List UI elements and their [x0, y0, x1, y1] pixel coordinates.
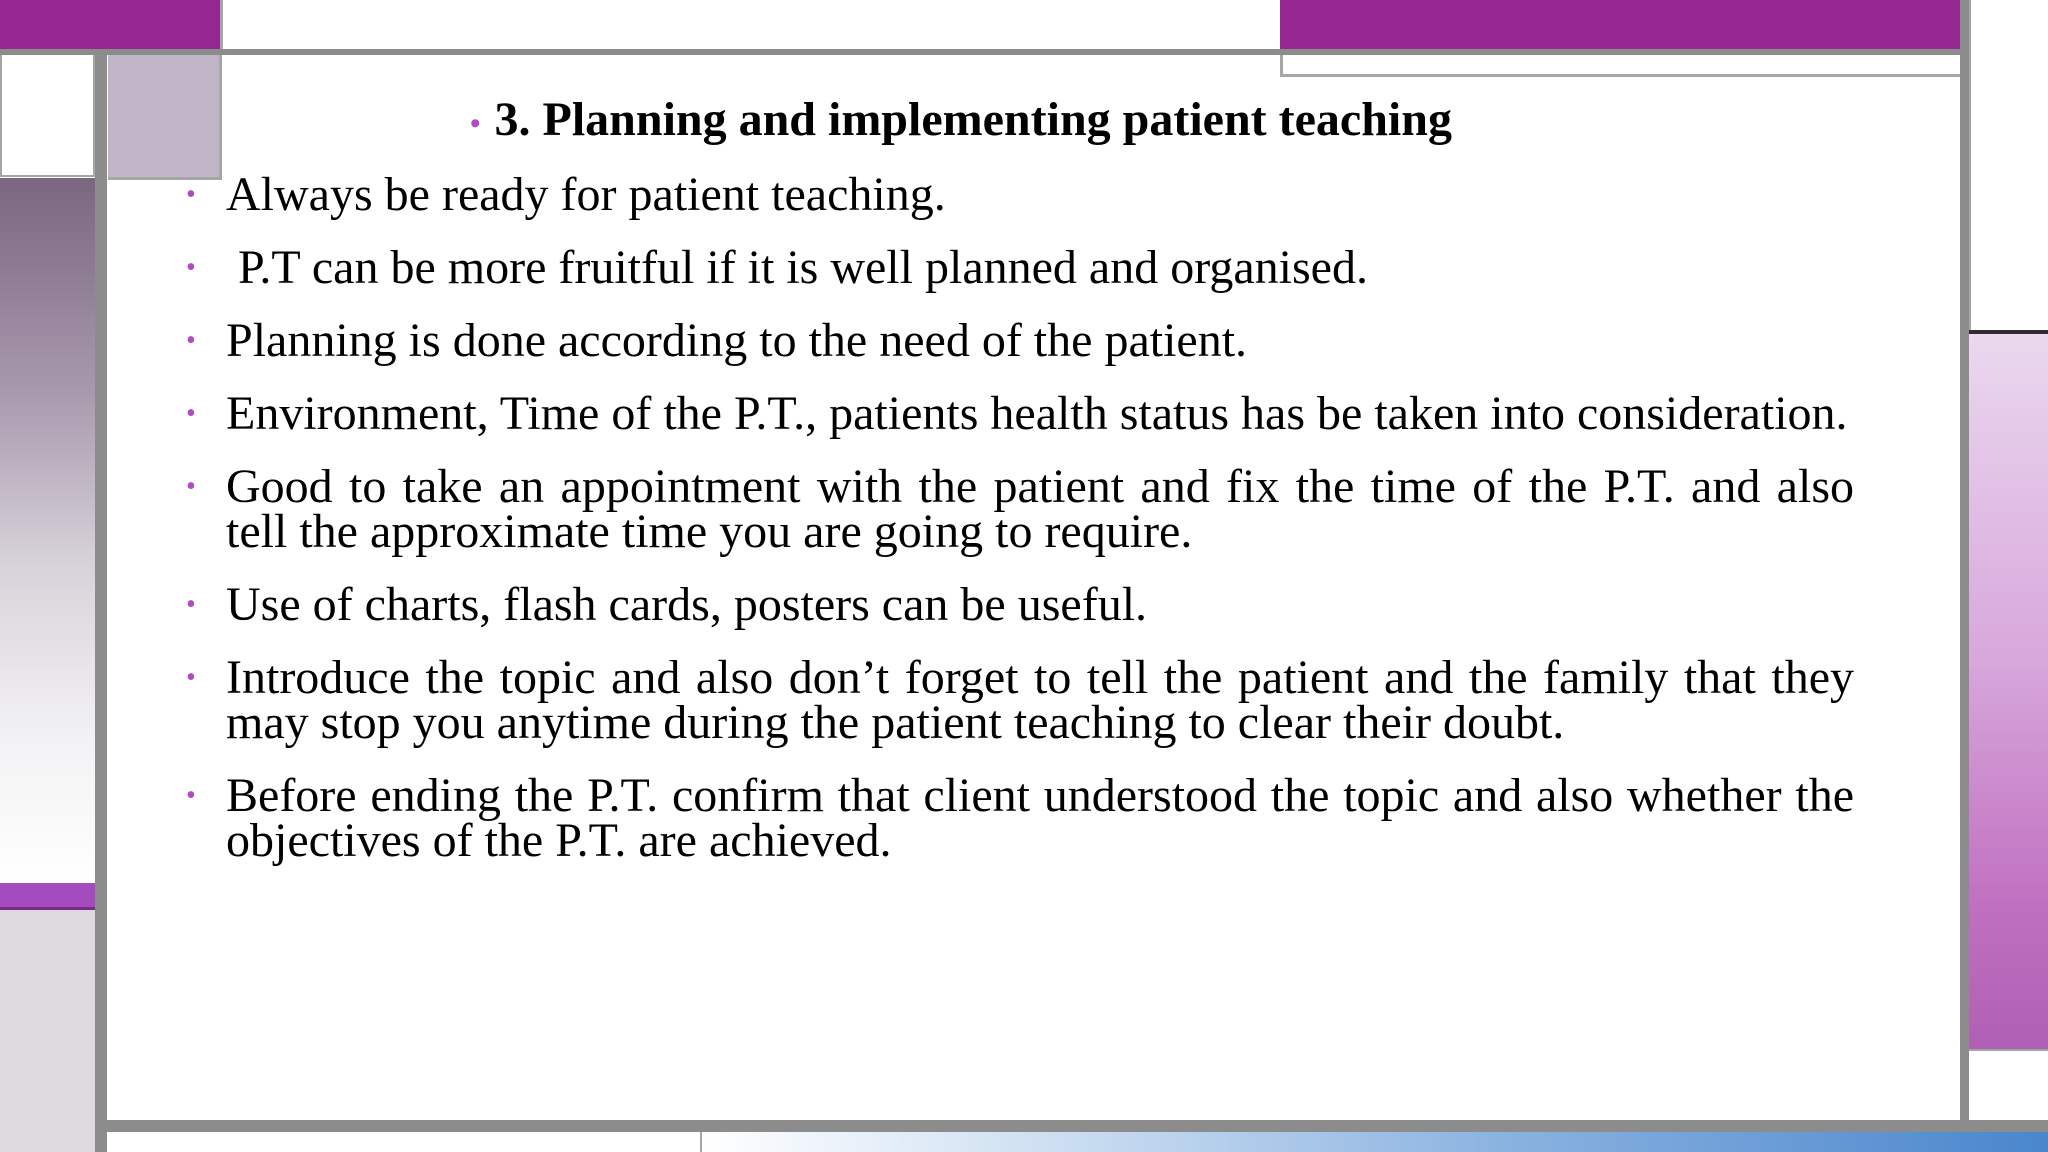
- bullet-list: [186, 168, 1854, 891]
- bullet-item: [186, 241, 1854, 294]
- left-white-box: [0, 55, 95, 177]
- left-gray-square: [108, 55, 222, 180]
- right-top-white-panel: [1969, 0, 2048, 330]
- bullet-text: Planning is done according to the need of the patient.: [226, 314, 1248, 367]
- bullet-icon: •: [186, 179, 196, 210]
- right-gradient-panel: [1969, 334, 2048, 1049]
- bottom-gray-rule: [95, 1120, 2048, 1132]
- bullet-icon: •: [186, 398, 196, 429]
- left-purple-stripe: [0, 883, 102, 910]
- bullet-icon: •: [186, 780, 196, 811]
- bullet-item: [186, 460, 1854, 558]
- bullet-text: P.T can be more fruitful if it is well planned and organised.: [226, 241, 1368, 294]
- bullet-icon: •: [186, 662, 196, 693]
- bullet-item: [186, 387, 1854, 440]
- bullet-text: Always be ready for patient teaching.: [226, 168, 946, 221]
- top-right-outline-box: [1280, 55, 2048, 77]
- bullet-icon: •: [186, 471, 196, 502]
- top-right-purple-bar: [1280, 0, 1960, 50]
- left-gradient-panel: [0, 178, 95, 883]
- slide-title-text: 3. Planning and implementing patient teaching: [494, 93, 1452, 146]
- bullet-text: Good to take an appointment with the patient and fix the time of the P.T. and also tell the approximate time you are going to require.: [226, 460, 1854, 558]
- left-vertical-rule: [95, 55, 107, 1152]
- right-bottom-white-panel: [1969, 1049, 2048, 1124]
- bullet-item: [186, 314, 1854, 367]
- title-bullet-icon: •: [470, 106, 481, 140]
- bullet-text: Introduce the topic and also don’t forget to tell the patient and the family that they may stop you anytime during the patient teaching to clear their doubt.: [226, 651, 1854, 749]
- bullet-item: [186, 578, 1854, 631]
- left-lower-gray-panel: [0, 910, 95, 1152]
- top-divider: [220, 0, 223, 50]
- bullet-item: [186, 651, 1854, 749]
- bullet-text: Before ending the P.T. confirm that client understood the topic and also whether the objectives of the P.T. are achieved.: [226, 769, 1854, 867]
- bottom-blue-gradient-bar: [700, 1132, 2048, 1152]
- bullet-icon: •: [186, 252, 196, 283]
- bullet-icon: •: [186, 325, 196, 356]
- right-vertical-rule: [1960, 0, 1969, 1152]
- bullet-item: [186, 168, 1854, 221]
- slide-title: [470, 90, 1670, 154]
- bullet-item: [186, 769, 1854, 867]
- bullet-text: Environment, Time of the P.T., patients health status has be taken into consideration.: [226, 387, 1848, 440]
- bullet-icon: •: [186, 589, 196, 620]
- bullet-text: Use of charts, flash cards, posters can be useful.: [226, 578, 1148, 631]
- top-left-purple-bar: [0, 0, 222, 50]
